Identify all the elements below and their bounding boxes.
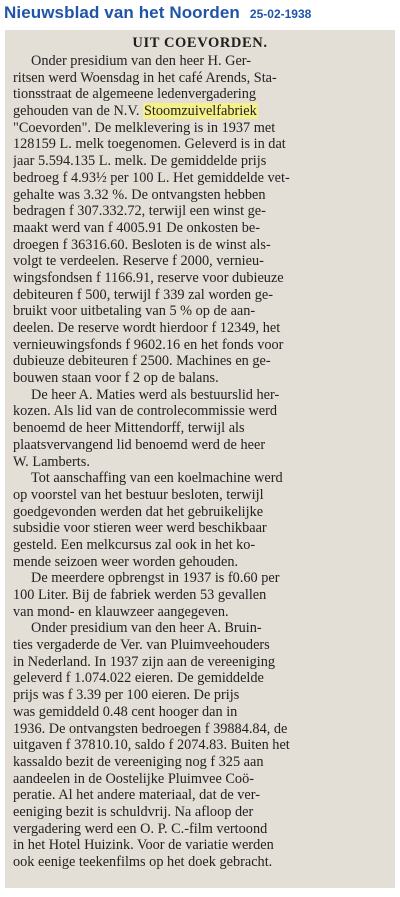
article-line: droegen f 36316.60. Besloten is de winst als-	[13, 236, 271, 253]
article-line: 128159 L. melk toegenomen. Geleverd is in dat	[13, 136, 286, 153]
article-line: wingsfondsen f 1166.91, reserve voor dubieuze	[13, 269, 284, 286]
article-line: was gemiddeld 0.48 cent hooger dan in	[13, 703, 238, 720]
article-line: bedragen f 307.332.72, terwijl een winst ge-	[13, 203, 266, 220]
article-line: debiteuren f 500, terwijl f 339 zal worden ge-	[13, 286, 274, 303]
article-line: "Coevorden". De melklevering is in 1937 met	[13, 119, 276, 136]
article-line: van mond- en klauwzeer aangegeven.	[13, 603, 229, 620]
article-body	[5, 53, 395, 871]
article-line: kassaldo bezit de vereeniging nog f 325 aan	[13, 753, 264, 770]
article-line: W. Lamberts.	[13, 453, 90, 470]
article-line: gehalte was 3.32 %. De ontvangsten hebben	[13, 186, 266, 203]
article-line: deelen. De reserve wordt hierdoor f 12349, het	[13, 320, 281, 336]
article-line: goedgevonden werden dat het gebruikelijke	[13, 503, 264, 520]
article-line: subsidie voor stieren weer werd beschikbaar	[13, 520, 267, 537]
article-line: prijs was f 3.39 per 100 eieren. De prijs	[13, 687, 240, 704]
article-headline: UIT COEVORDEN.	[132, 35, 268, 51]
article-line: ook eenige teekenfilms op het doek gebracht.	[13, 854, 273, 870]
article-line: volgt te verdeelen. Reserve f 2000, vernieu-	[13, 253, 264, 270]
article-line: kozen. Als lid van de controlecommissie werd	[13, 403, 278, 420]
masthead	[4, 3, 311, 29]
article-line: bruikt voor uitbetaling van 5 % op de aan-	[13, 303, 256, 320]
article-line: in Nederland. In 1937 zijn aan de vereeniging	[13, 653, 276, 670]
article-line: mende seizoen weer worden gehouden.	[13, 553, 239, 570]
article-line: peratie. Al het andere materiaal, dat de ver-	[13, 787, 260, 804]
article-line: 100 Liter. Bij de fabriek werden 53 gevallen	[13, 587, 267, 603]
article-line: op voorstel van het bestuur besloten, terwijl	[13, 486, 264, 503]
highlighted-search-term: Stoomzuivelfabriek	[143, 103, 257, 120]
article-line: Tot aanschaffing van een koelmachine werd	[31, 470, 283, 487]
article-line: maakt werd van f 4005.91 De onkosten be-	[13, 219, 260, 236]
publication-date: 25-02-1938	[249, 7, 312, 21]
article-line: gesteld. Een melkcursus zal ook in het ko-	[13, 536, 256, 553]
article-line: in het Hotel Huizink. Voor de variatie werden	[13, 837, 274, 854]
article-line: uitgaven f 37810.10, saldo f 2074.83. Buiten het	[13, 737, 290, 754]
article-line: 1936. De ontvangsten bedroegen f 39884.84, de	[13, 720, 288, 737]
article-line: tionsstraat de algemeene ledenvergadering	[13, 86, 257, 103]
article-line: bouwen staan voor f 2 op de balans.	[13, 370, 219, 387]
article-line: De heer A. Maties werd als bestuurslid her-	[31, 386, 280, 403]
article-line: geleverd f 1.074.022 eieren. De gemiddelde	[13, 670, 264, 687]
article-line: ritsen werd Woensdag in het café Arends, Sta-	[13, 69, 277, 86]
article-line: vergadering werd een O. P. C.-film vertoond	[13, 820, 268, 837]
article-line: bedroeg f 4.93½ per 100 L. Het gemiddelde vet-	[13, 169, 290, 186]
article-line: Onder presidium van den heer H. Ger-	[31, 53, 252, 69]
article-line: Onder presidium van den heer A. Bruin-	[31, 620, 262, 637]
article-line-with-highlight	[13, 103, 391, 120]
article-line: vernieuwingsfonds f 9602.16 en het fonds voor	[13, 336, 284, 353]
article-line: dubieuze debiteuren f 2500. Machines en ge-	[13, 353, 271, 370]
article-line-start: gehouden van de N.V.	[13, 103, 143, 120]
article-line: ties vergaderde de Ver. van Pluimveehouders	[13, 637, 270, 654]
article-line: jaar 5.594.135 L. melk. De gemiddelde prijs	[13, 153, 267, 170]
article-line: eeniging bezit is schuldvrij. Na afloop der	[13, 803, 254, 820]
article-line: plaatsvervangend lid benoemd werd de heer	[13, 436, 266, 453]
newspaper-name: Nieuwsblad van het Noorden	[4, 3, 240, 22]
article-line: De meerdere opbrengst in 1937 is f0.60 per	[31, 570, 280, 587]
article-line: aandeelen in de Oostelijke Pluimvee Coö-	[13, 770, 254, 787]
article-line: benoemd de heer Mittendorff, terwijl als	[13, 420, 245, 437]
article-clipping	[5, 30, 395, 888]
